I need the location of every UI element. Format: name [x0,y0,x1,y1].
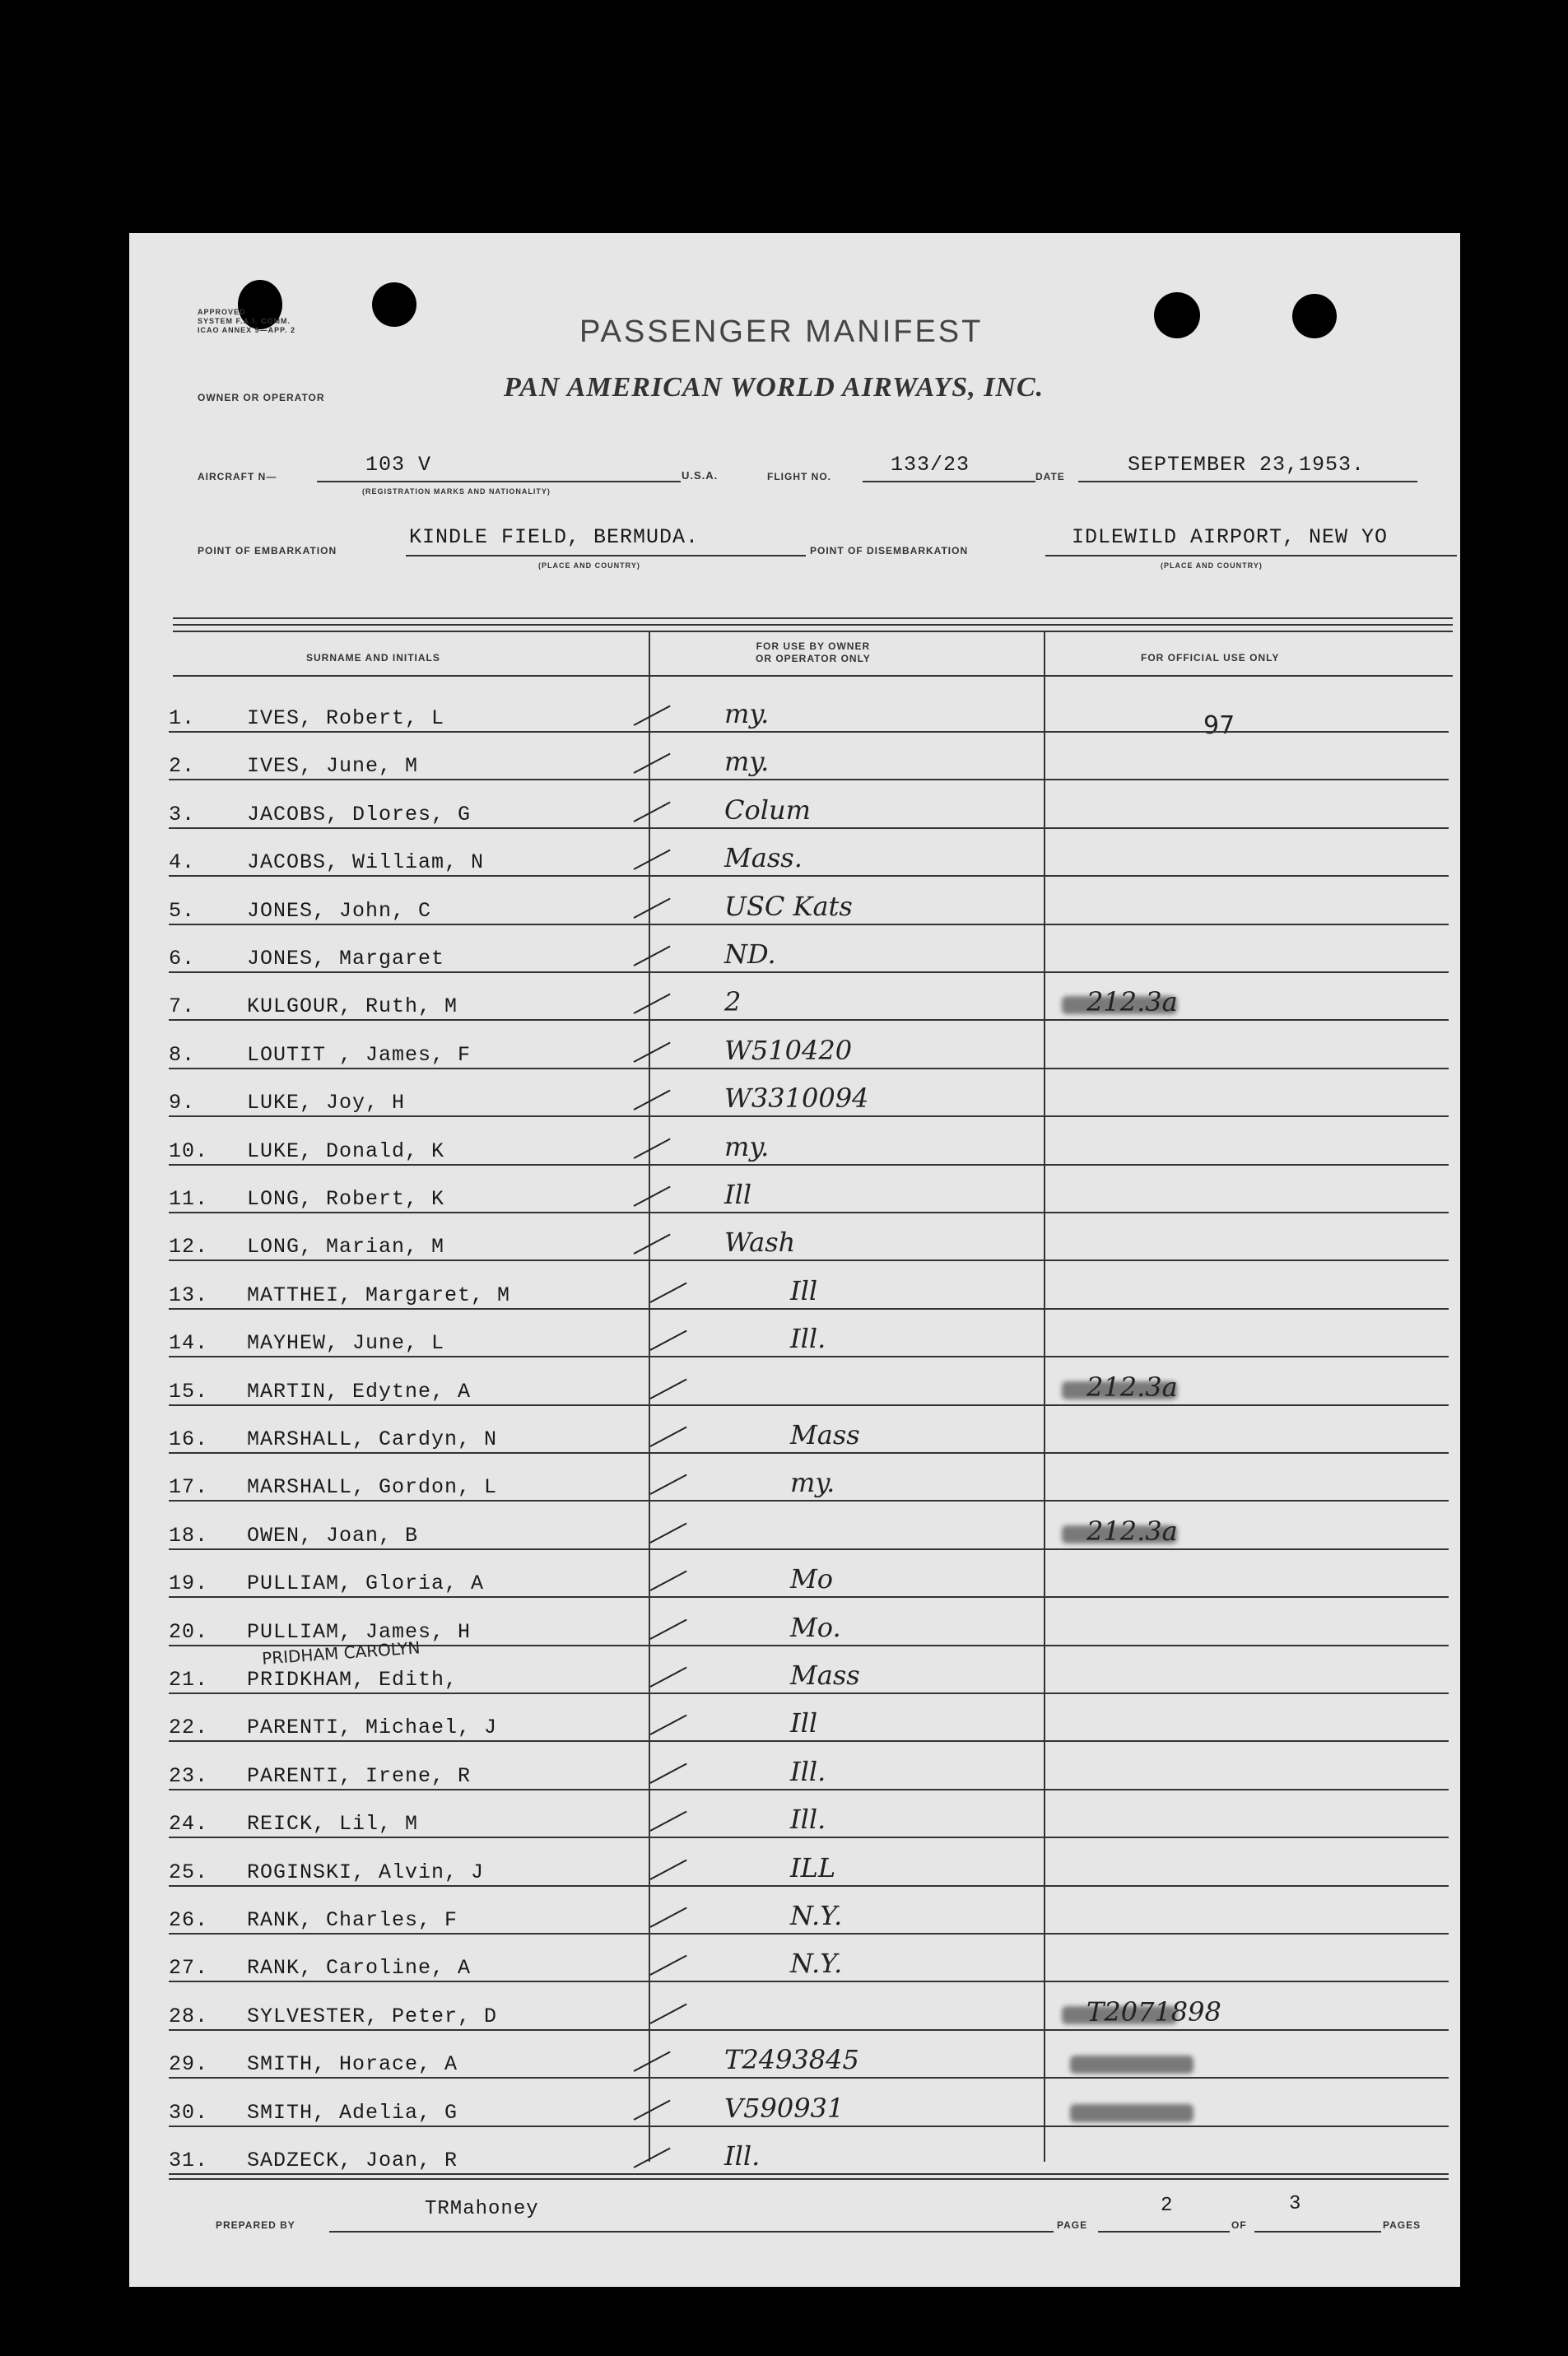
operator-note: Mo. [790,1612,841,1643]
official-code: T2071898 [1086,1996,1221,2028]
row-number: 10. [169,1139,209,1163]
aircraft-label: AIRCRAFT N— [198,471,277,482]
page-label: PAGE [1057,2219,1088,2231]
disembark-underline [1045,555,1457,556]
row-rule [169,1885,1449,1887]
row-number: 18. [169,1524,209,1548]
passenger-name: MARTIN, Edytne, A [247,1380,472,1404]
row-rule [169,1789,1449,1790]
passenger-name: RANK, Caroline, A [247,1956,472,1980]
passenger-name: SADZECK, Joan, R [247,2149,458,2172]
operator-note: N.Y. [790,1900,843,1931]
row-number: 23. [169,1764,209,1788]
row-number: 2. [169,754,196,778]
passenger-name: SYLVESTER, Peter, D [247,2004,498,2028]
operator-note: Ill. [790,1756,826,1787]
header-bottom-rule [173,675,1453,677]
row-rule [169,2077,1449,2079]
passenger-name: IVES, June, M [247,754,419,778]
row-rule [169,2126,1449,2127]
operator-note: Ill [790,1275,818,1306]
operator-note: ILL [790,1852,836,1883]
passenger-name: PULLIAM, James, H [247,1620,472,1644]
row-number: 19. [169,1571,209,1595]
passenger-name: ROGINSKI, Alvin, J [247,1860,485,1884]
row-rule [169,731,1449,733]
punch-hole-right-2 [1292,294,1337,338]
row-number: 29. [169,2052,209,2076]
operator-note: N.Y. [790,1948,843,1979]
passenger-name: PARENTI, Irene, R [247,1764,472,1788]
row-number: 6. [169,947,196,971]
row-number: 4. [169,850,196,874]
pages-value: 3 [1289,2193,1302,2215]
passenger-name: RANK, Charles, F [247,1908,458,1932]
passenger-name: REICK, Lil, M [247,1812,419,1836]
date-label: DATE [1035,471,1065,482]
row-number: 1. [169,706,196,730]
embark-underline [406,555,806,556]
operator-note: W510420 [724,1035,853,1066]
row-number: 31. [169,2149,209,2172]
passenger-name: MARSHALL, Gordon, L [247,1475,498,1499]
official-code: 212.3a [1086,1371,1178,1403]
row-rule [169,1933,1449,1935]
passenger-name: MAYHEW, June, L [247,1331,445,1355]
owner-label: OWNER OR OPERATOR [198,392,325,403]
row-rule [169,2029,1449,2031]
row-number: 8. [169,1043,196,1067]
redaction-smudge [1070,2056,1193,2074]
row-rule [169,1308,1449,1310]
column-header-surname: SURNAME AND INITIALS [306,652,440,663]
operator-note: Mass [790,1660,860,1691]
official-code: 212.3a [1086,986,1178,1017]
row-number: 21. [169,1668,209,1692]
date-value: SEPTEMBER 23,1953. [1128,453,1366,477]
column-header-operator: FOR USE BY OWNER OR OPERATOR ONLY [756,640,871,664]
passenger-name: MARSHALL, Cardyn, N [247,1427,498,1451]
embark-label: POINT OF EMBARKATION [198,545,337,556]
operator-note: W3310094 [724,1083,869,1114]
row-rule [169,1404,1449,1406]
row-rule [169,1548,1449,1550]
passenger-name: LUKE, Joy, H [247,1091,406,1115]
passenger-name: PRIDKHAM, Edith, [247,1668,458,1692]
operator-note: 2 [724,986,742,1017]
operator-note: Colum [724,794,811,826]
prepared-value: TRMahoney [425,2198,539,2220]
row-number: 5. [169,899,196,923]
flight-value: 133/23 [891,453,970,477]
row-number: 28. [169,2004,209,2028]
row-rule [169,1981,1449,1982]
row-rule [169,1740,1449,1742]
row-rule [169,924,1449,925]
disembark-label: POINT OF DISEMBARKATION [810,545,969,556]
passenger-name: IVES, Robert, L [247,706,445,730]
row-rule [169,1452,1449,1454]
operator-note: Ill [724,1179,752,1210]
operator-note: my. [724,698,770,729]
passenger-name: JACOBS, William, N [247,850,485,874]
prepared-underline [329,2231,1054,2233]
row-rule [169,1596,1449,1598]
operator-note: Ill [790,1707,818,1739]
passenger-name: SMITH, Horace, A [247,2052,458,2076]
row-rule [169,1068,1449,1069]
row-number: 7. [169,994,196,1018]
flight-label: FLIGHT NO. [767,471,831,482]
redaction-smudge [1070,2104,1193,2122]
aircraft-underline [317,481,681,482]
operator-note: my. [724,746,770,777]
operator-note: Ill. [790,1323,826,1354]
row-rule [169,1212,1449,1213]
approval-stamp: APPROVED SYSTEM F.A.I. COMM. ICAO ANNEX 9—APP. 2 [198,308,296,334]
table-top-rule-2 [173,624,1453,626]
operator-note: my. [724,1131,770,1162]
aircraft-value: 103 V [365,453,432,477]
row-rule [169,1500,1449,1502]
date-underline [1078,481,1417,482]
table-top-rule-1 [173,617,1453,619]
passenger-name: LONG, Marian, M [247,1235,445,1259]
disembark-sub: (PLACE AND COUNTRY) [1161,561,1263,570]
row-number: 24. [169,1812,209,1836]
row-number: 3. [169,803,196,826]
table-top-rule-3 [173,631,1453,632]
form-title: PASSENGER MANIFEST [579,314,984,349]
operator-note: T2493845 [724,2044,859,2075]
row-rule [169,1693,1449,1694]
operator-note: ND. [724,938,776,970]
row-number: 11. [169,1187,209,1211]
row-number: 22. [169,1716,209,1739]
punch-hole-right-1 [1154,292,1200,338]
operator-note: V590931 [724,2093,844,2124]
official-code: 212.3a [1086,1516,1178,1547]
passenger-name: KULGOUR, Ruth, M [247,994,458,1018]
row-number: 17. [169,1475,209,1499]
row-rule [169,2173,1449,2175]
flight-underline [863,481,1035,482]
row-rule [169,779,1449,780]
operator-note: Ill. [790,1804,826,1835]
embark-value: KINDLE FIELD, BERMUDA. [409,525,700,549]
row-number: 20. [169,1620,209,1644]
passenger-name: LOUTIT , James, F [247,1043,472,1067]
row-number: 12. [169,1235,209,1259]
operator-note: Ill. [724,2140,761,2172]
operator-note: Mass. [724,842,803,873]
row-number: 26. [169,1908,209,1932]
usa-label: U.S.A. [682,469,719,482]
row-rule [169,1164,1449,1166]
name-correction: PRIDHAM CAROLYN [261,1637,421,1669]
footer-rule [169,2178,1449,2180]
passenger-name: OWEN, Joan, B [247,1524,419,1548]
row-rule [169,1115,1449,1117]
passenger-name: LUKE, Donald, K [247,1139,445,1163]
row-number: 9. [169,1091,196,1115]
passenger-name: SMITH, Adelia, G [247,2101,458,2125]
punch-hole-left-2 [372,282,416,327]
row-rule [169,1356,1449,1357]
passenger-name: JONES, John, C [247,899,432,923]
pages-label: PAGES [1383,2219,1421,2231]
row-rule [169,971,1449,973]
row-rule [169,1837,1449,1838]
row-rule [169,1019,1449,1021]
row-rule [169,827,1449,829]
embark-sub: (PLACE AND COUNTRY) [538,561,640,570]
operator-note: USC Kats [724,891,853,922]
operator-note: Mass [790,1419,860,1450]
page-underline [1098,2231,1230,2233]
page-value: 2 [1161,2195,1174,2217]
aircraft-sub: (REGISTRATION MARKS AND NATIONALITY) [362,487,551,496]
passenger-name: LONG, Robert, K [247,1187,445,1211]
row-number: 14. [169,1331,209,1355]
disembark-value: IDLEWILD AIRPORT, NEW YO [1072,525,1389,549]
row-number: 27. [169,1956,209,1980]
row-number: 25. [169,1860,209,1884]
pages-underline [1254,2231,1381,2233]
row-number: 13. [169,1283,209,1307]
row-number: 30. [169,2101,209,2125]
operator-note: Mo [790,1563,834,1595]
passenger-name: JONES, Margaret [247,947,445,971]
passenger-name: MATTHEI, Margaret, M [247,1283,511,1307]
column-divider-2 [1044,631,1045,2162]
row-number: 16. [169,1427,209,1451]
of-label: OF [1231,2219,1247,2231]
passenger-name: JACOBS, Dlores, G [247,803,472,826]
row-number: 15. [169,1380,209,1404]
company-name: PAN AMERICAN WORLD AIRWAYS, INC. [504,372,1045,403]
operator-note: Wash [724,1227,796,1258]
row-rule [169,1259,1449,1261]
operator-note: my. [790,1467,835,1498]
row-rule [169,875,1449,877]
column-header-official: FOR OFFICIAL USE ONLY [1141,652,1280,663]
passenger-name: PARENTI, Michael, J [247,1716,498,1739]
official-note: 97 [1203,711,1235,740]
passenger-name: PULLIAM, Gloria, A [247,1571,485,1595]
prepared-label: PREPARED BY [216,2219,295,2231]
